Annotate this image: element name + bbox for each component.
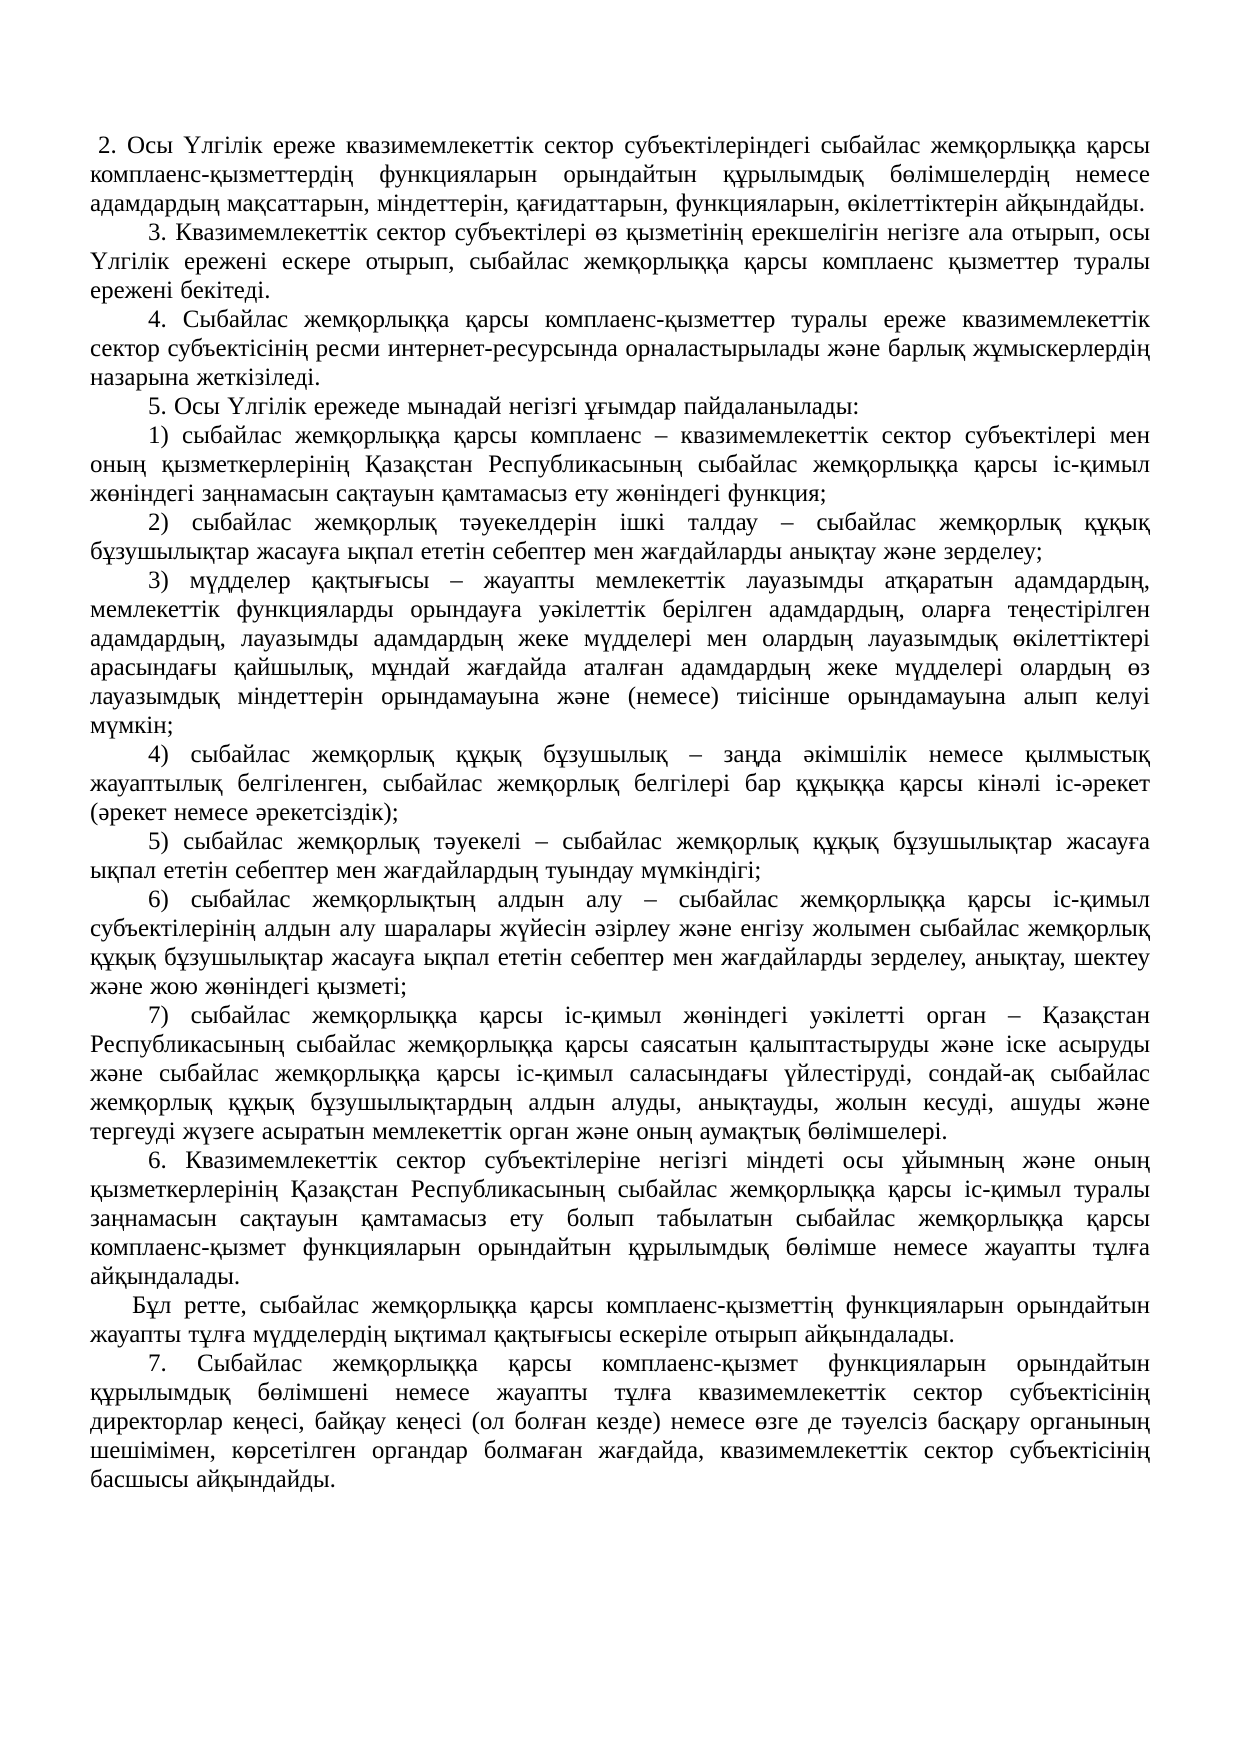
paragraph-point-6-note: Бұл ретте, сыбайлас жемқорлыққа қарсы комплаенс-қызметтің функцияларын орындайтын жауапты тұлға мүдделердің ықтимал қақтығысы ескеріле отырып айқындалады. [90, 1292, 1150, 1348]
paragraph-definition-3: 3) мүдделер қақтығысы – жауапты мемлекеттік лауазымды атқаратын адамдардың, мемлекеттік функцияларды орындауға уәкілеттік берілген адамдардың, оларға теңестірілген адамдардың, лауазымды адамдардың жеке мүдделері мен олардың лауазымдық өкілеттіктері арасындағы қайшылық, мұндай жағдайда аталған адамдардың жеке мүдделері олардың өз лауазымдық міндеттерін орындамауына және (немесе) тиісінше орындамауына алып келуі мүмкін; [90, 567, 1150, 739]
paragraph-point-7: 7. Сыбайлас жемқорлыққа қарсы комплаенс-қызмет функцияларын орындайтын құрылымдық бөлімшені немесе жауапты тұлға квазимемлекеттік сектор субъектісінің директорлар кеңесі, байқау кеңесі (ол болған кезде) немесе өзге де тәуелсіз басқару органының шешімімен, көрсетілген органдар болмаған жағдайда, квазимемлекеттік сектор субъектісінің басшысы айқындайды. [90, 1350, 1150, 1493]
paragraph-definition-7: 7) сыбайлас жемқорлыққа қарсы іс-қимыл жөніндегі уәкілетті орган – Қазақстан Республикасының сыбайлас жемқорлыққа қарсы саясатын қалыптастыруды және іске асыруды және сыбайлас жемқорлыққа қарсы іс-қимыл саласындағы үйлестіруді, сондай-ақ сыбайлас жемқорлық құқық бұзушылықтардың алдын алуды, анықтауды, жолын кесуді, ашуды және тергеуді жүзеге асыратын мемлекеттік орган және оның аумақтық бөлімшелері. [90, 1002, 1150, 1145]
paragraph-point-6: 6. Квазимемлекеттік сектор субъектілеріне негізгі міндеті осы ұйымның және оның қызметкерлерінің Қазақстан Республикасының сыбайлас жемқорлыққа қарсы іс-қимыл туралы заңнамасын сақтауын қамтамасыз ету болып табылатын сыбайлас жемқорлыққа қарсы комплаенс-қызмет функцияларын орындайтын құрылымдық бөлімше немесе жауапты тұлға айқындалады. [90, 1147, 1150, 1290]
paragraph-point-5: 5. Осы Үлгілік ережеде мынадай негізгі ұғымдар пайдаланылады: [148, 393, 860, 420]
paragraph-point-4: 4. Сыбайлас жемқорлыққа қарсы комплаенс-қызметтер туралы ереже квазимемлекеттік сектор субъектісінің ресми интернет-ресурсында орналастырылады және барлық жұмыскерлердің назарына жеткізіледі. [90, 306, 1150, 391]
paragraph-definition-6: 6) сыбайлас жемқорлықтың алдын алу – сыбайлас жемқорлыққа қарсы іс-қимыл субъектілерінің алдын алу шаралары жүйесін әзірлеу және енгізу жолымен сыбайлас жемқорлық құқық бұзушылықтар жасауға ықпал ететін себептер мен жағдайларды зерделеу, анықтау, шектеу және жою жөніндегі қызметі; [90, 886, 1150, 1000]
paragraph-point-2: 2. Осы Үлгілік ереже квазимемлекеттік сектор субъектілеріндегі сыбайлас жемқорлыққа қарсы комплаенс-қызметтердің функцияларын орындайтын құрылымдық бөлімшелердің немесе адамдардың мақсаттарын, міндеттерін, қағидаттарын, функцияларын, өкілеттіктерін айқындайды. [90, 132, 1150, 217]
paragraph-definition-1: 1) сыбайлас жемқорлыққа қарсы комплаенс – квазимемлекеттік сектор субъектілері мен оның қызметкерлерінің Қазақстан Республикасының сыбайлас жемқорлыққа қарсы іс-қимыл жөніндегі заңнамасын сақтауын қамтамасыз ету жөніндегі функция; [90, 422, 1150, 507]
paragraph-definition-5: 5) сыбайлас жемқорлық тәуекелі – сыбайлас жемқорлық құқық бұзушылықтар жасауға ықпал ететін себептер мен жағдайлардың туындау мүмкіндігі; [90, 828, 1150, 884]
paragraph-definition-4: 4) сыбайлас жемқорлық құқық бұзушылық – заңда әкімшілік немесе қылмыстық жауаптылық белгіленген, сыбайлас жемқорлық белгілері бар құқыққа қарсы кінәлі іс-әрекет (әрекет немесе әрекетсіздік); [90, 741, 1150, 826]
paragraph-definition-2: 2) сыбайлас жемқорлық тәуекелдерін ішкі талдау – сыбайлас жемқорлық құқық бұзушылықтар жасауға ықпал ететін себептер мен жағдайларды анықтау және зерделеу; [90, 509, 1150, 565]
paragraph-point-3: 3. Квазимемлекеттік сектор субъектілері өз қызметінің ерекшелігін негізге ала отырып, осы Үлгілік ережені ескере отырып, сыбайлас жемқорлыққа қарсы комплаенс қызметтер туралы ережені бекітеді. [90, 219, 1150, 304]
document-text-block [90, 131, 1150, 1494]
